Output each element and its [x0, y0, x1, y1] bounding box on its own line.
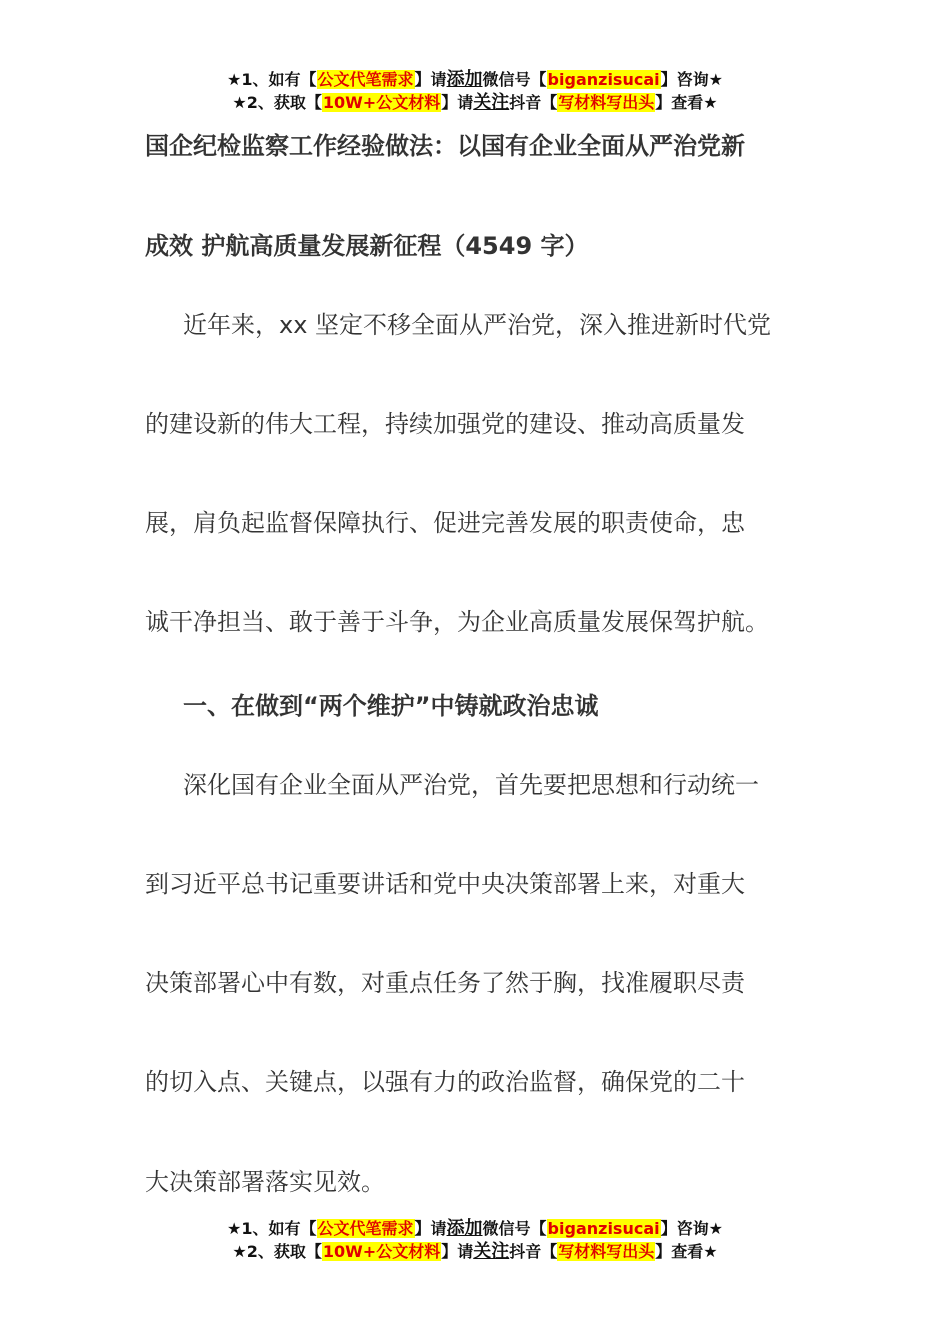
banner-line-1 — [0, 1217, 950, 1240]
banner-highlight: 10W+公文材料 — [322, 93, 441, 112]
banner-highlight: 写材料写出头 — [558, 1242, 655, 1261]
banner-text: 】查看★ — [655, 1242, 718, 1261]
section-1-line-3: 决策部署心中有数，对重点任务了然于胸，找准履职尽责 — [145, 969, 745, 997]
section-1-heading: 一、在做到“两个维护”中铸就政治忠诚 — [183, 692, 599, 720]
banner-underlined: 关注 — [473, 1241, 510, 1262]
banner-text: ★1、如有【 — [227, 70, 317, 89]
banner-text: 微信号【 — [482, 70, 547, 89]
banner-text: 】请 — [414, 1219, 447, 1238]
banner-text: 】请 — [441, 1242, 474, 1261]
banner-text: ★2、获取【 — [232, 93, 322, 112]
footer-banner — [0, 1217, 950, 1263]
banner-highlight: biganzisucai — [547, 1219, 660, 1238]
banner-text: 】请 — [414, 70, 447, 89]
banner-text: 】咨询★ — [660, 70, 723, 89]
section-1-line-4: 的切入点、关键点，以强有力的政治监督，确保党的二十 — [145, 1068, 745, 1096]
document-title-line-1: 国企纪检监察工作经验做法：以国有企业全面从严治党新 — [145, 132, 745, 160]
intro-line-1: 近年来，xx 坚定不移全面从严治党，深入推进新时代党 — [183, 311, 772, 339]
banner-underlined: 关注 — [473, 92, 510, 113]
banner-highlight: 公文代笔需求 — [317, 70, 414, 89]
banner-text: 抖音【 — [509, 1242, 558, 1261]
intro-line-4: 诚干净担当、敢于善于斗争，为企业高质量发展保驾护航。 — [145, 608, 769, 636]
banner-highlight: 10W+公文材料 — [322, 1242, 441, 1261]
banner-highlight: 公文代笔需求 — [317, 1219, 414, 1238]
section-1-line-5: 大决策部署落实见效。 — [145, 1168, 385, 1196]
document-title-line-2: 成效 护航高质量发展新征程（4549 字） — [145, 232, 589, 260]
banner-text: 】请 — [441, 93, 474, 112]
banner-line-2 — [0, 91, 950, 114]
banner-line-2 — [0, 1240, 950, 1263]
section-1-line-2: 到习近平总书记重要讲话和党中央决策部署上来，对重大 — [145, 870, 745, 898]
banner-text: ★1、如有【 — [227, 1219, 317, 1238]
intro-line-3: 展，肩负起监督保障执行、促进完善发展的职责使命，忠 — [145, 509, 745, 537]
banner-text: 抖音【 — [509, 93, 558, 112]
section-1-line-1: 深化国有企业全面从严治党，首先要把思想和行动统一 — [183, 771, 759, 799]
banner-text: 】查看★ — [655, 93, 718, 112]
banner-text: 】咨询★ — [660, 1219, 723, 1238]
banner-highlight: 写材料写出头 — [558, 93, 655, 112]
banner-highlight: biganzisucai — [547, 70, 660, 89]
intro-line-2: 的建设新的伟大工程，持续加强党的建设、推动高质量发 — [145, 410, 745, 438]
banner-text: 微信号【 — [482, 1219, 547, 1238]
banner-underlined: 添加 — [446, 69, 483, 90]
header-banner — [0, 68, 950, 114]
banner-underlined: 添加 — [446, 1218, 483, 1239]
banner-line-1 — [0, 68, 950, 91]
banner-text: ★2、获取【 — [232, 1242, 322, 1261]
